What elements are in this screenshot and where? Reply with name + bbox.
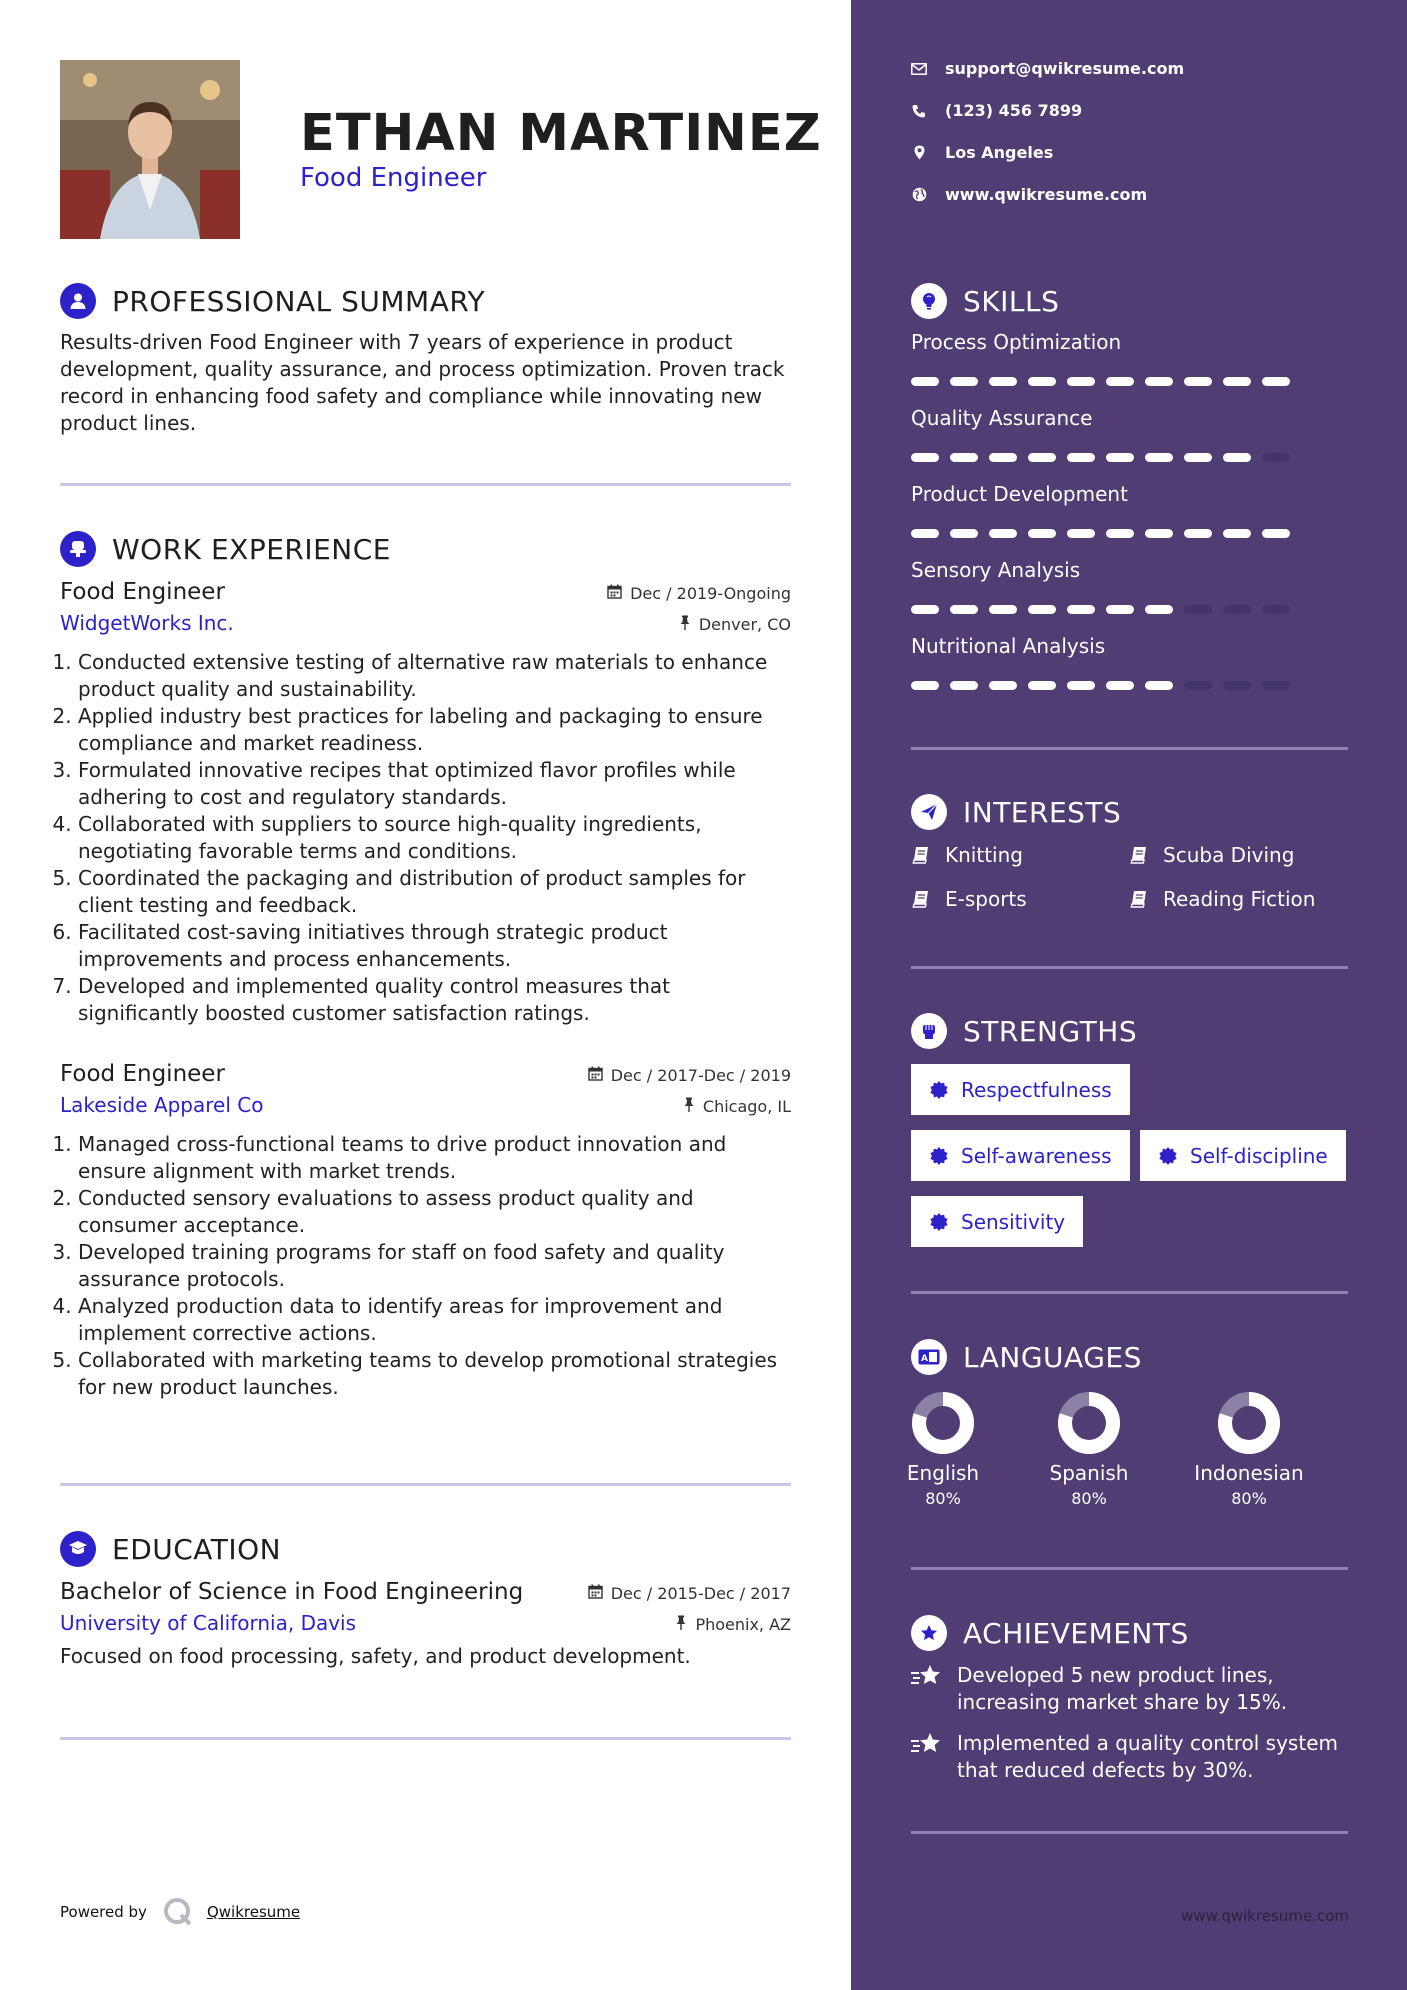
strength-tag [1140, 1130, 1346, 1181]
education-school: University of California, Davis [60, 1611, 357, 1635]
job-location [683, 1097, 791, 1116]
skill-segment-filled [1028, 453, 1056, 462]
skills-header [911, 281, 1059, 321]
skill-segment-filled [911, 529, 939, 538]
language-item [883, 1391, 1003, 1508]
job-date-text: Dec / 2017-Dec / 2019 [610, 1066, 791, 1085]
skill-segment-empty [1223, 681, 1251, 690]
job-entry [60, 1061, 791, 1401]
experience-header [60, 529, 791, 569]
education-date-text: Dec / 2015-Dec / 2017 [610, 1584, 791, 1603]
interest-label: Scuba Diving [1163, 843, 1295, 867]
skill-name: Nutritional Analysis [911, 634, 1106, 658]
interest-item [911, 843, 1023, 867]
achievement-item [911, 1730, 1351, 1784]
duty-item: 1. Managed cross-functional teams to drive product innovation and ensure alignment with market trends. [78, 1131, 791, 1185]
candidate-title: Food Engineer [300, 163, 487, 193]
education-description: Focused on food processing, safety, and product development. [60, 1644, 691, 1668]
calendar-icon [588, 1066, 603, 1085]
badge-icon [1158, 1146, 1178, 1166]
duty-item: 4. Analyzed production data to identify areas for improvement and implement corrective actions. [78, 1293, 791, 1347]
skill-name: Sensory Analysis [911, 558, 1081, 582]
skill-segment-filled [1145, 529, 1173, 538]
duty-item: 5. Collaborated with marketing teams to develop promotional strategies for new product launches. [78, 1347, 791, 1401]
contact-phone-text: (123) 456 7899 [945, 101, 1083, 120]
skill-segment-filled [1145, 681, 1173, 690]
language-percent: 80% [1071, 1489, 1107, 1508]
pin-icon [683, 1097, 695, 1116]
strength-label: Self-discipline [1190, 1143, 1328, 1168]
duty-item: 3. Developed training programs for staff on food safety and quality assurance protocols. [78, 1239, 791, 1293]
skill-level-bar [911, 453, 1290, 462]
skill-segment-filled [1184, 453, 1212, 462]
calendar-icon [607, 584, 622, 603]
skill-segment-filled [989, 605, 1017, 614]
languages-header [911, 1337, 1142, 1377]
languages-heading: LANGUAGES [963, 1340, 1142, 1374]
skill-segment-filled [1028, 529, 1056, 538]
job-company-row [60, 1093, 791, 1117]
badge-icon [929, 1080, 949, 1100]
skill-segment-filled [989, 681, 1017, 690]
footer-powered [60, 1897, 300, 1927]
job-company: WidgetWorks Inc. [60, 611, 234, 635]
language-name: Indonesian [1194, 1461, 1304, 1485]
qwikresume-logo-icon [163, 1897, 193, 1927]
star-badge-icon [911, 1615, 947, 1651]
education-section [60, 1529, 791, 1670]
skill-segment-filled [1223, 453, 1251, 462]
graduation-icon [60, 1531, 96, 1567]
sidebar-divider [911, 747, 1348, 750]
interest-item [911, 887, 1027, 911]
duty-item: 1. Conducted extensive testing of alternative raw materials to enhance product quality and sustainability. [78, 649, 791, 703]
contact-website [911, 185, 1147, 204]
interest-label: Reading Fiction [1163, 887, 1316, 911]
book-icon [1129, 889, 1149, 909]
summary-section [60, 281, 791, 437]
sidebar [851, 0, 1407, 1990]
interest-label: E-sports [945, 887, 1027, 911]
footer-website[interactable]: www.qwikresume.com [1181, 1907, 1349, 1925]
book-icon [1129, 845, 1149, 865]
duty-item: 2. Applied industry best practices for labeling and packaging to ensure compliance and market readiness. [78, 703, 791, 757]
shooting-star-icon [911, 1664, 943, 1694]
skill-name: Process Optimization [911, 330, 1122, 354]
skill-segment-filled [989, 377, 1017, 386]
interest-item [1129, 887, 1315, 911]
skill-segment-filled [1067, 453, 1095, 462]
job-date [607, 584, 791, 603]
skill-segment-filled [1145, 453, 1173, 462]
job-date [588, 1066, 791, 1085]
summary-heading: PROFESSIONAL SUMMARY [112, 284, 486, 318]
duty-item: 2. Conducted sensory evaluations to assess product quality and consumer acceptance. [78, 1185, 791, 1239]
education-entry [60, 1579, 791, 1670]
duty-item: 6. Facilitated cost-saving initiatives through strategic product improvements and process enhancements. [78, 919, 791, 973]
achievements-header [911, 1613, 1189, 1653]
skill-segment-filled [1184, 377, 1212, 386]
skill-segment-filled [989, 529, 1017, 538]
skill-segment-filled [911, 377, 939, 386]
profile-photo-image [60, 60, 240, 239]
skill-segment-empty [1262, 605, 1290, 614]
duty-item: 7. Developed and implemented quality control measures that significantly boosted customer satisfaction ratings. [78, 973, 791, 1027]
strength-label: Sensitivity [961, 1209, 1066, 1234]
job-company-row [60, 611, 791, 635]
section-divider [60, 483, 791, 486]
achievement-text: Developed 5 new product lines, increasing market share by 15%. [957, 1663, 1288, 1714]
strength-label: Respectfulness [961, 1077, 1112, 1102]
skill-level-bar [911, 681, 1290, 690]
skill-level-bar [911, 529, 1290, 538]
language-name: Spanish [1049, 1461, 1129, 1485]
svg-text:A: A [921, 1354, 928, 1364]
sidebar-divider [911, 1291, 1348, 1294]
globe-icon [911, 187, 927, 202]
briefcase-icon [60, 531, 96, 567]
summary-header [60, 281, 791, 321]
user-icon [60, 283, 96, 319]
badge-icon [929, 1146, 949, 1166]
experience-heading: WORK EXPERIENCE [112, 532, 391, 566]
skill-segment-filled [1106, 529, 1134, 538]
language-percent: 80% [1231, 1489, 1267, 1508]
language-ring [1057, 1391, 1121, 1455]
summary-text: Results-driven Food Engineer with 7 years of experience in product development, quality assurance, and process optimization. Proven track record in enhancing food safety and compliance while innovating new product lines. [60, 330, 785, 435]
skill-segment-filled [950, 605, 978, 614]
skill-level-bar [911, 605, 1290, 614]
skill-name: Quality Assurance [911, 406, 1093, 430]
skill-name: Product Development [911, 482, 1128, 506]
strength-label: Self-awareness [961, 1143, 1112, 1168]
skill-segment-filled [950, 377, 978, 386]
skill-segment-filled [1145, 377, 1173, 386]
skill-segment-empty [1184, 605, 1212, 614]
pin-icon [675, 1615, 687, 1634]
job-title-row [60, 1061, 791, 1087]
skill-level-bar [911, 377, 1290, 386]
job-duties-list [60, 1131, 791, 1401]
achievements-heading: ACHIEVEMENTS [963, 1616, 1189, 1650]
skill-segment-filled [1106, 681, 1134, 690]
skill-segment-filled [1184, 529, 1212, 538]
fist-icon [911, 1013, 947, 1049]
job-company: Lakeside Apparel Co [60, 1093, 264, 1117]
job-location-text: Denver, CO [698, 615, 791, 634]
contact-location-text: Los Angeles [945, 143, 1054, 162]
pin-icon [679, 615, 691, 634]
book-icon [911, 845, 931, 865]
skill-segment-empty [1223, 605, 1251, 614]
skill-segment-empty [1184, 681, 1212, 690]
skill-segment-filled [911, 453, 939, 462]
skill-segment-filled [1223, 529, 1251, 538]
achievement-text: Implemented a quality control system that reduced defects by 30%. [957, 1731, 1338, 1782]
map-marker-icon [911, 145, 927, 160]
lightbulb-icon [911, 283, 947, 319]
skill-segment-filled [1028, 377, 1056, 386]
translate-icon [911, 1339, 947, 1375]
calendar-icon [588, 1584, 603, 1603]
job-title-row [60, 579, 791, 605]
skill-segment-filled [950, 453, 978, 462]
skill-segment-filled [911, 605, 939, 614]
interest-item [1129, 843, 1294, 867]
education-school-row [60, 1611, 791, 1635]
sidebar-divider [911, 1567, 1348, 1570]
skill-segment-empty [1262, 681, 1290, 690]
education-location-text: Phoenix, AZ [695, 1615, 791, 1634]
education-degree-row [60, 1579, 791, 1605]
skill-segment-filled [1106, 377, 1134, 386]
skill-segment-filled [1067, 605, 1095, 614]
paper-plane-icon [911, 794, 947, 830]
skill-segment-filled [1106, 453, 1134, 462]
job-location-text: Chicago, IL [702, 1097, 791, 1116]
job-title: Food Engineer [60, 579, 225, 605]
skill-segment-filled [1145, 605, 1173, 614]
job-title: Food Engineer [60, 1061, 225, 1087]
skill-segment-filled [1262, 377, 1290, 386]
shooting-star-icon [911, 1732, 943, 1762]
duty-item: 5. Coordinated the packaging and distribution of product samples for client testing and feedback. [78, 865, 791, 919]
profile-photo [60, 60, 240, 239]
interest-label: Knitting [945, 843, 1023, 867]
skill-segment-filled [911, 681, 939, 690]
language-percent: 80% [925, 1489, 961, 1508]
contact-website-text[interactable]: www.qwikresume.com [945, 185, 1148, 204]
book-icon [911, 889, 931, 909]
skill-segment-filled [950, 681, 978, 690]
job-location [679, 615, 791, 634]
duty-item: 4. Collaborated with suppliers to source high-quality ingredients, negotiating favorable terms and conditions. [78, 811, 791, 865]
job-date-text: Dec / 2019-Ongoing [630, 584, 791, 603]
skill-segment-filled [1262, 529, 1290, 538]
sidebar-divider [911, 1831, 1348, 1834]
strengths-header [911, 1011, 1137, 1051]
section-divider [60, 1483, 791, 1486]
skill-segment-filled [1028, 605, 1056, 614]
interests-heading: INTERESTS [963, 795, 1122, 829]
skills-heading: SKILLS [963, 284, 1060, 318]
contact-email [911, 59, 1184, 78]
contact-phone [911, 101, 1082, 120]
skill-segment-filled [1067, 681, 1095, 690]
skill-segment-filled [1223, 377, 1251, 386]
education-degree: Bachelor of Science in Food Engineering [60, 1579, 524, 1605]
language-ring [911, 1391, 975, 1455]
language-item [1029, 1391, 1149, 1508]
qwikresume-link[interactable]: Qwikresume [206, 1903, 301, 1921]
contact-email-text[interactable]: support@qwikresume.com [945, 59, 1185, 78]
contact-location [911, 143, 1053, 162]
job-entry [60, 579, 791, 1027]
language-item [1189, 1391, 1309, 1508]
candidate-name: ETHAN MARTINEZ [300, 104, 822, 163]
education-heading: EDUCATION [112, 1532, 282, 1566]
skill-segment-filled [1067, 529, 1095, 538]
phone-icon [911, 104, 927, 118]
powered-by-label: Powered by [60, 1903, 147, 1921]
skill-segment-filled [989, 453, 1017, 462]
education-date [588, 1584, 791, 1603]
education-header [60, 1529, 791, 1569]
duty-item: 3. Formulated innovative recipes that optimized flavor profiles while adhering to cost and regulatory standards. [78, 757, 791, 811]
strength-tag [911, 1196, 1083, 1247]
job-duties-list [60, 649, 791, 1027]
skill-segment-filled [1028, 681, 1056, 690]
section-divider [60, 1737, 791, 1740]
education-location [675, 1615, 791, 1634]
language-name: English [906, 1461, 980, 1485]
sidebar-divider [911, 966, 1348, 969]
language-ring [1217, 1391, 1281, 1455]
interests-header [911, 792, 1121, 832]
experience-section [60, 529, 791, 1401]
envelope-icon [911, 63, 927, 75]
badge-icon [929, 1212, 949, 1232]
skill-segment-filled [1067, 377, 1095, 386]
skill-segment-empty [1262, 453, 1290, 462]
strength-tag [911, 1064, 1130, 1115]
skill-segment-filled [1106, 605, 1134, 614]
achievement-item [911, 1662, 1351, 1716]
skill-segment-filled [950, 529, 978, 538]
strength-tag [911, 1130, 1130, 1181]
strengths-heading: STRENGTHS [963, 1014, 1138, 1048]
